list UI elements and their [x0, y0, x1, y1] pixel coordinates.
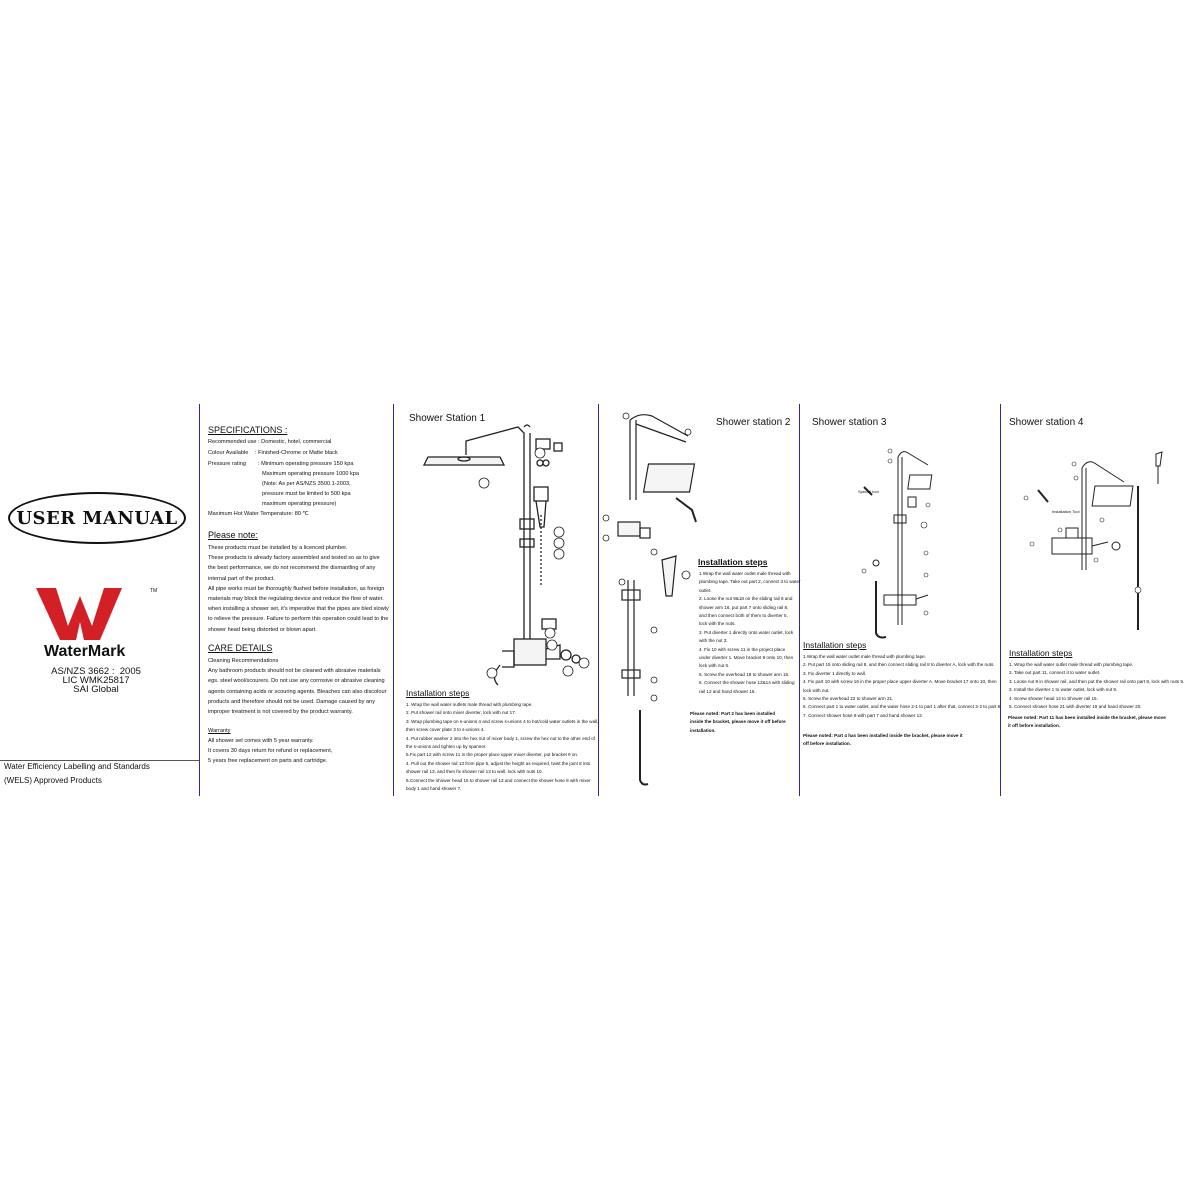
care-body [208, 656, 387, 717]
station-4-note-line: Please noted: Part 11 has been installed inside the bracket, please move [1008, 715, 1166, 720]
station-3-steps-title: Installation steps [803, 640, 867, 650]
station-4-step: 2. Take out part 11, connect it to water outlet. [1009, 670, 1101, 676]
station-2-step: plumbing tape. Take out part 2, connect it to water [699, 579, 801, 585]
station-4-note [1008, 714, 1166, 731]
spec-colour-label: Colour Available [208, 450, 249, 456]
station-1-step: 3. Wrap plumbing tape on s-unions 4 and screw s-unions 4 to hot/cold water outlets in the wall, [406, 718, 599, 724]
station-2-step: 1.Wrap the wall water outlet male thread with [699, 571, 791, 576]
station-2-step: outlet. [699, 587, 712, 593]
station-2-step: shower arm 16, put part 7 onto sliding rail 8, [699, 604, 789, 610]
care-line: Cleaning Recommendations [208, 658, 279, 664]
care-line: Any bathroom products should not be cleaned with abrasive materials [208, 668, 381, 675]
care-title: CARE DETAILS [208, 643, 273, 653]
station-2-step: 2. Loose the nut 9&18 on the sliding rail 8 and [699, 596, 793, 602]
specs-title: SPECIFICATIONS : [208, 425, 288, 435]
station-2-step: and then connect both of them to diverter 5, [699, 613, 788, 619]
station-3-step: 3. Fix diverter 1 directly to wall. [803, 670, 867, 676]
panel-divider [393, 404, 394, 796]
station-2-step: 3. Put diverter 1 directly onto water outlet, lock [699, 629, 794, 635]
station-4-step: 1. Wrap the wall water outlet male thread with plumbing tape. [1009, 662, 1134, 667]
spec-pressure-note: pressure must be limited to 500 kpa [262, 491, 351, 497]
station-2-step: rail 12 and hand shower 15. [699, 688, 756, 694]
station-3-note [803, 732, 963, 749]
spec-colour-value: : Finished-Chrome or Matte black [255, 450, 338, 456]
cover-divider [0, 760, 199, 761]
station-1-title: Shower Station 1 [409, 413, 486, 424]
station-3-steps [803, 653, 1001, 720]
station-1-step: shower rail 13, and then fix shower rail 13 to wall, lock with nuts 10. [406, 769, 543, 775]
station-2-note [690, 710, 786, 735]
spec-max-temp: Maximum Hot Water Temperature: 80 ℃ [208, 511, 309, 517]
station-4-steps [1009, 661, 1184, 711]
spec-pressure-note: maximum operating pressure) [262, 501, 337, 507]
station-1-step: 5.Fix part 12 with screw 11 in the proper place upper mixer diverter, put bracket 9 on. [406, 752, 579, 758]
installation-tool-label: Installation Tool [1052, 509, 1080, 514]
watermark-logo [34, 586, 154, 642]
station-3-step: 2. Put part 15 onto sliding rail 8, and then connect sliding rail 8 to diverter A, lock with the nuts. [803, 662, 995, 668]
manual-title: USER MANUAL [8, 492, 186, 544]
station-2-note-line: installation. [690, 727, 716, 733]
station-1-step: then screw cover plate 3 to s-unions 4. [406, 727, 485, 733]
care-line: products and therefore should not be used. Damage caused by any [208, 698, 375, 705]
station-2-steps [699, 570, 801, 696]
station-1-step: 6.Connect the shower head 15 to shower rail 13 and connect the shower hose 8 with mixer [406, 777, 591, 783]
station-4-steps-title: Installation steps [1009, 648, 1073, 658]
station-3-note-line: off before installation. [803, 741, 851, 747]
spec-pressure-label: Pressure rating [208, 461, 246, 467]
note-line: These products must be installed by a licenced plumber. [208, 545, 348, 551]
wels-line-2: (WELS) Approved Products [4, 776, 102, 785]
note-line: All pipe works must be thoroughly flushed before installation, as foreign [208, 585, 385, 592]
station-2-step: 5. Screw the overhead 19 to shower arm 16. [699, 671, 790, 677]
warranty-body [208, 736, 332, 767]
station-4-step: 5. Connect shower hose 21 with diverter 19 and hand shower 20. [1009, 704, 1142, 710]
station-2-step: 6. Connect the shower hose 13&14 with sliding [699, 680, 795, 686]
station-2-step: under diverter 1. Move bracket 9 onto 10, then [699, 655, 794, 661]
care-line: agents containing acids or scouring agents. Bleaches can also discolour [208, 688, 387, 695]
station-2-step: with the nut 3. [699, 638, 728, 644]
wels-line-1: Water Efficiency Labelling and Standards [4, 762, 150, 771]
note-title: Please note: [208, 530, 259, 540]
station-3-note-line: Please noted: Part 4 has been installed inside the bracket, please move it [803, 733, 963, 738]
station-4-note-line: it off before installation. [1008, 723, 1061, 729]
panel-divider [1000, 404, 1001, 796]
warranty-line: It covers 30 days return for refund or replacement, [208, 748, 333, 755]
station-3-title: Shower station 3 [812, 417, 887, 428]
station-3-step: 5. Screw the overhead 22 to shower arm 21. [803, 696, 894, 702]
note-line: to relieve the pressure. Failure to perform this operation could lead to the [208, 616, 389, 623]
station-3-diagram [856, 445, 936, 640]
brand-name: WaterMark [44, 643, 126, 660]
station-1-step: body 1 and hand shower 7. [406, 786, 462, 792]
station-1-step: 1. Wrap the wall water outlets male thread with plumbing tape. [406, 702, 533, 707]
note-line: internal part of the product. [208, 575, 275, 582]
station-4-step: 3. Install the diverter 1 to water outlet, lock with nut 9. [1009, 687, 1118, 693]
note-body [208, 543, 389, 635]
station-3-step: 7. Connect shower hose 9 with part 7 and hand shower 12. [803, 712, 924, 718]
station-2-steps-title: Installation steps [698, 557, 768, 567]
station-2-step: lock with the nuts. [699, 621, 736, 627]
station-2-title: Shower station 2 [716, 417, 791, 428]
warranty-title: Warranty [208, 728, 231, 734]
certifier: SAI Global [73, 684, 119, 695]
station-2-step: lock with nut 6. [699, 663, 730, 669]
note-line: materials may block the regulating device and reduce the flow of water. [208, 596, 384, 603]
station-1-step: 4. Pull out the shower rail 13 from pipe 5, adjust the height as required, twist the joint 8 into [406, 760, 591, 766]
station-2-note-line: inside the bracket, please move it off before [690, 719, 786, 725]
station-4-diagram [1012, 450, 1167, 635]
station-3-step: lock with nut. [803, 687, 830, 693]
note-line: the best performance, we do not recommend the dismantling of any [208, 565, 376, 572]
note-line: when installing a shower set, it's imperative that the pipes are bled slowly [208, 606, 389, 613]
panel-divider [199, 404, 200, 796]
licence-number: LIC WMK25817 [62, 675, 130, 686]
station-3-step: 1.Wrap the wall water outlet male thread with plumbing tape. [803, 654, 926, 659]
station-4-step: 3. Loose nut 9 in shower rail, and then put the shower rail onto part 8, lock with nuts 9. [1009, 678, 1185, 684]
spec-pressure-max: Maximum operating pressure 1000 kpa [262, 471, 360, 477]
station-1-step: 4. Put rubber washer 2 into the hex nut of mixer body 1, screw the hex nut to the other end of [406, 735, 595, 741]
station-1-diagram [400, 415, 595, 690]
care-line: egs. steel wool/scourers. Do not use any corrosive or abrasive cleaning [208, 678, 385, 685]
station-1-step: the s-unions and tighten up by spanner. [406, 744, 487, 750]
note-line: These products is already factory assembled and tested so as to give [208, 555, 380, 562]
station-1-step: 2. Put shower rail onto mixer diverter, lock with nut 17. [406, 710, 517, 716]
special-tool-label: Special tool [858, 489, 879, 494]
note-line: shower head being distorted or blown apart. [208, 626, 317, 633]
spec-pressure-min: : Minimum operating pressure 150 kpa [258, 461, 354, 467]
warranty-line: All shower set comes with 5 year warranty. [208, 738, 314, 744]
station-4-step: 4. Screw shower head 14 to Shower rail 15. [1009, 695, 1098, 701]
station-4-title: Shower station 4 [1009, 417, 1084, 428]
station-3-step: 4. Fix part 10 with screw 16 in the proper place upper diverter A. Move bracket 17 onto 10, then [803, 679, 997, 685]
station-1-steps [406, 701, 598, 793]
standard-number: AS/NZS 3662 : 2005 [51, 666, 141, 677]
spec-recommended-use: Recommended use : Domestic, hotel, commercial [208, 439, 332, 445]
warranty-line: 5 years free replacement on parts and cartridge. [208, 758, 328, 765]
care-line: improper treatment is not covered by the product warranty. [208, 709, 353, 716]
station-3-step: 6. Connect part 1 to water outlet, and the water hose 2-1 to part 1 after that, connect 2-2 to part 8. [803, 704, 1002, 710]
station-2-step: 4. Fix 10 with screw 11 in the project place [699, 646, 786, 652]
spec-pressure-note: (Note: As per AS/NZS 3500.1-2003, [262, 481, 351, 487]
trademark-mark: TM [150, 588, 158, 594]
station-2-note-line: Please noted: Part 2 has been installed [690, 711, 776, 716]
station-1-steps-title: Installation steps [406, 688, 470, 698]
